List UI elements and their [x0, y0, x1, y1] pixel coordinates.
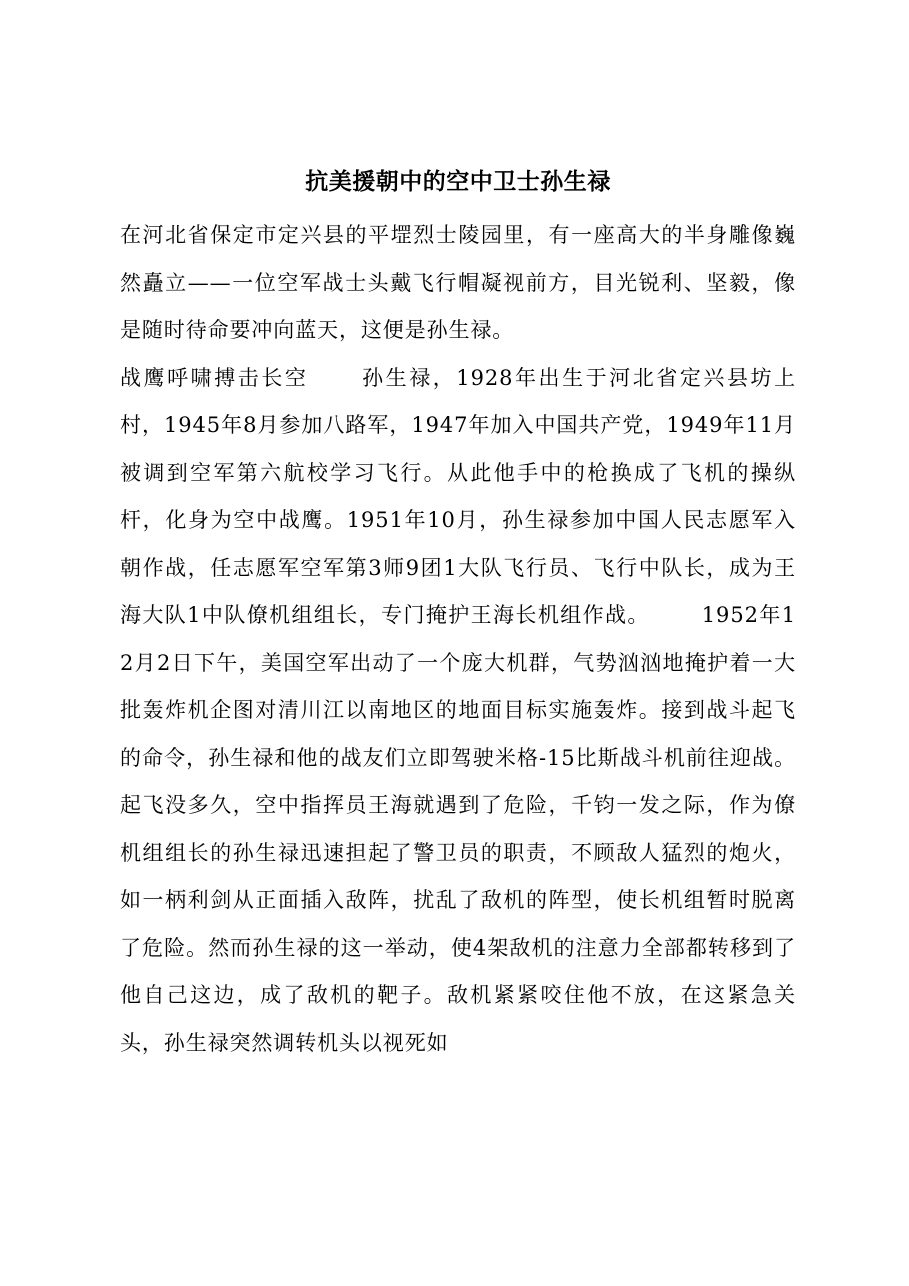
document-page: [120, 160, 796, 1067]
body-paragraph: [120, 355, 796, 1068]
section-heading: 战鹰呼啸搏击长空: [120, 365, 309, 390]
section-text-1: 孙生禄，1928年出生于河北省定兴县坊上村，1945年8月参加八路军，1947年加入中国共产党，1949年11月被调到空军第六航校学习飞行。从此他手中的枪换成了飞机的操纵杆，化身为空中战鹰。1951年10月，孙生禄参加中国人民志愿军入朝作战，任志愿军空军第3师9团1大队飞行员、飞行中队长，成为王海大队1中队僚机组组长，专门掩护王海长机组作战。: [120, 365, 796, 627]
section-text-2: 1952年12月2日下午，美国空军出动了一个庞大机群，气势汹汹地掩护着一大批轰炸机企图对清川江以南地区的地面目标实施轰炸。接到战斗起飞的命令，孙生禄和他的战友们立即驾驶米格-15比斯战斗机前往迎战。起飞没多久，空中指挥员王海就遇到了危险，千钧一发之际，作为僚机组组长的孙生禄迅速担起了警卫员的职责，不顾敌人猛烈的炮火，如一柄利剑从正面插入敌阵，扰乱了敌机的阵型，使长机组暂时脱离了危险。然而孙生禄的这一举动，使4架敌机的注意力全部都转移到了他自己这边，成了敌机的靶子。敌机紧紧咬住他不放，在这紧急关头，孙生禄突然调转机头以视死如: [120, 603, 796, 1055]
document-title: 抗美援朝中的空中卫士孙生禄: [305, 168, 611, 195]
intro-paragraph: 在河北省保定市定兴县的平堽烈士陵园里，有一座高大的半身雕像巍然矗立——一位空军战士头戴飞行帽凝视前方，目光锐利、坚毅，像是随时待命要冲向蓝天，这便是孙生禄。: [120, 223, 796, 342]
